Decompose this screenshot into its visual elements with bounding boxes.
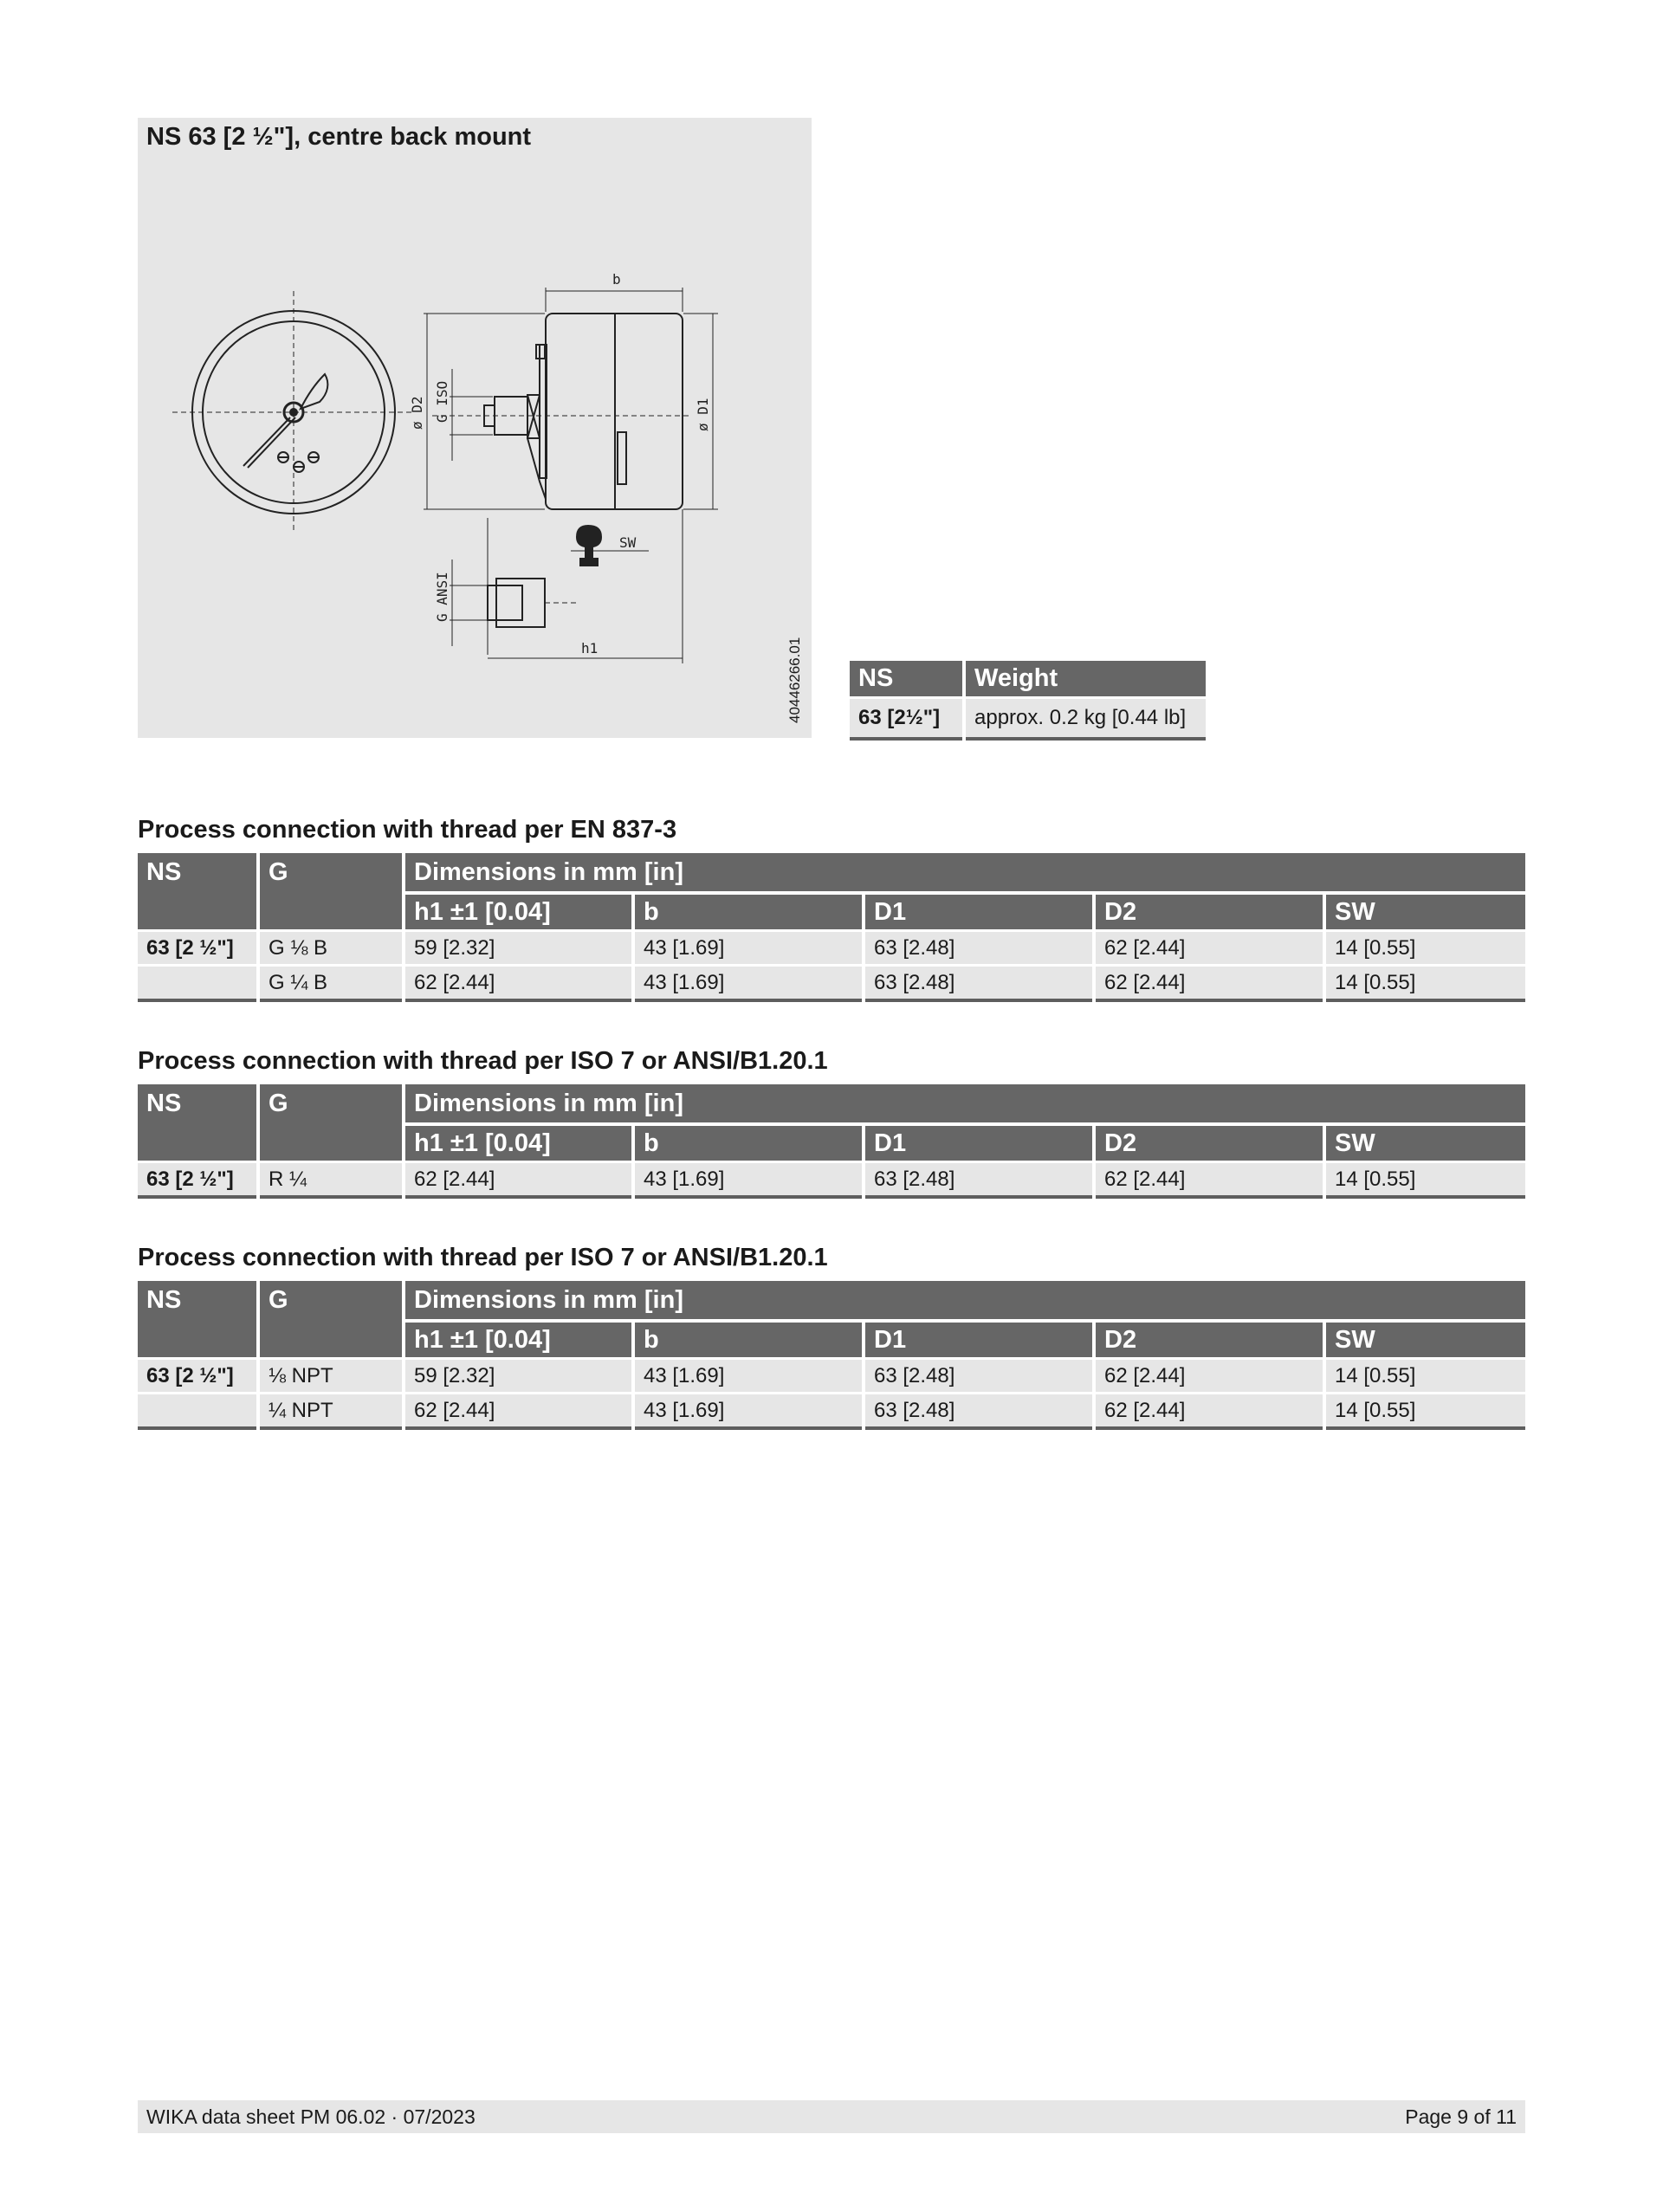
subheader-b: b <box>633 893 864 931</box>
header-ns: NS <box>138 853 258 931</box>
cell-sw: 14 [0.55] <box>1324 966 1525 1001</box>
dimension-table-iso7-r <box>138 1084 1525 1199</box>
label-g-iso: G ISO <box>434 380 450 423</box>
subheader-d2: D2 <box>1094 893 1324 931</box>
header-dimensions: Dimensions in mm [in] <box>414 858 683 886</box>
subheader-b: b <box>633 1321 864 1359</box>
cell-b: 43 [1.69] <box>633 1359 864 1394</box>
cell-b: 43 [1.69] <box>633 1162 864 1198</box>
label-b: b <box>612 271 621 288</box>
subheader-sw: SW <box>1324 893 1525 931</box>
page-footer <box>138 2100 1525 2133</box>
cell-g: G ¼ B <box>258 966 404 1001</box>
cell-d2: 62 [2.44] <box>1094 966 1324 1001</box>
header-g: G <box>258 853 404 931</box>
subheader-h1: h1 ±1 [0.04] <box>404 1321 633 1359</box>
cell-g: ¼ NPT <box>258 1394 404 1429</box>
cell-ns <box>138 966 258 1001</box>
cell-ns: 63 [2 ½"] <box>138 1359 258 1394</box>
label-d2: ø D2 <box>409 396 425 430</box>
table-row <box>138 1162 1525 1198</box>
label-d1: ø D1 <box>695 398 711 431</box>
gauge-side-view <box>432 314 692 509</box>
weight-ns-cell: 63 [2½"] <box>850 698 964 740</box>
cell-sw: 14 [0.55] <box>1324 1394 1525 1429</box>
cell-b: 43 [1.69] <box>633 1394 864 1429</box>
table-1-title: Process connection with thread per EN 837-3 <box>138 816 677 844</box>
table-row <box>138 1394 1525 1429</box>
subheader-h1: h1 ±1 [0.04] <box>404 893 633 931</box>
subheader-d1: D1 <box>864 893 1094 931</box>
table-2-title: Process connection with thread per ISO 7 or ANSI/B1.20.1 <box>138 1047 828 1075</box>
cell-d1: 63 [2.48] <box>864 1394 1094 1429</box>
cell-h1: 62 [2.44] <box>404 966 633 1001</box>
dimension-drawing-panel <box>138 118 812 738</box>
cell-d1: 63 [2.48] <box>864 931 1094 966</box>
label-sw: SW <box>619 534 637 551</box>
weight-table <box>850 661 1209 741</box>
cell-sw: 14 [0.55] <box>1324 931 1525 966</box>
table-3-title: Process connection with thread per ISO 7 or ANSI/B1.20.1 <box>138 1244 828 1271</box>
subheader-sw: SW <box>1324 1124 1525 1162</box>
subheader-d1: D1 <box>864 1321 1094 1359</box>
cell-h1: 59 [2.32] <box>404 1359 633 1394</box>
subheader-b: b <box>633 1124 864 1162</box>
gauge-dimension-drawing <box>138 118 812 738</box>
weight-header-weight: Weight <box>964 661 1207 698</box>
cell-b: 43 [1.69] <box>633 966 864 1001</box>
label-g-ansi: G ANSI <box>434 572 450 622</box>
weight-header-ns: NS <box>850 661 964 698</box>
gauge-front-view <box>172 291 415 534</box>
cell-d2: 62 [2.44] <box>1094 1162 1324 1198</box>
footer-page-number: Page 9 of 11 <box>1405 2105 1517 2128</box>
drawing-title: NS 63 [2 ½"], centre back mount <box>146 123 532 151</box>
cell-d1: 63 [2.48] <box>864 966 1094 1001</box>
header-ns: NS <box>138 1281 258 1359</box>
cell-g: ⅛ NPT <box>258 1359 404 1394</box>
cell-b: 43 [1.69] <box>633 931 864 966</box>
cell-d1: 63 [2.48] <box>864 1359 1094 1394</box>
dimension-table-en837 <box>138 853 1525 1002</box>
cell-h1: 62 [2.44] <box>404 1394 633 1429</box>
cell-ns <box>138 1394 258 1429</box>
drawing-number: 40446266.01 <box>786 637 803 723</box>
cell-h1: 59 [2.32] <box>404 931 633 966</box>
header-ns: NS <box>138 1084 258 1162</box>
subheader-h1: h1 ±1 [0.04] <box>404 1124 633 1162</box>
footer-document-id: WIKA data sheet PM 06.02 · 07/2023 <box>146 2105 476 2128</box>
cell-d1: 63 [2.48] <box>864 1162 1094 1198</box>
cell-d2: 62 [2.44] <box>1094 931 1324 966</box>
cell-g: R ¼ <box>258 1162 404 1198</box>
cell-g: G ⅛ B <box>258 931 404 966</box>
label-h1: h1 <box>581 640 599 656</box>
header-g: G <box>258 1281 404 1359</box>
cell-sw: 14 [0.55] <box>1324 1359 1525 1394</box>
cell-ns: 63 [2 ½"] <box>138 931 258 966</box>
cell-sw: 14 [0.55] <box>1324 1162 1525 1198</box>
header-g: G <box>258 1084 404 1162</box>
table-row <box>138 931 1525 966</box>
subheader-d2: D2 <box>1094 1124 1324 1162</box>
dimension-table-npt <box>138 1281 1525 1430</box>
cell-ns: 63 [2 ½"] <box>138 1162 258 1198</box>
cell-d2: 62 [2.44] <box>1094 1394 1324 1429</box>
table-row <box>138 1359 1525 1394</box>
subheader-d2: D2 <box>1094 1321 1324 1359</box>
cell-d2: 62 [2.44] <box>1094 1359 1324 1394</box>
cell-h1: 62 [2.44] <box>404 1162 633 1198</box>
subheader-d1: D1 <box>864 1124 1094 1162</box>
weight-value-cell: approx. 0.2 kg [0.44 lb] <box>964 698 1207 740</box>
subheader-sw: SW <box>1324 1321 1525 1359</box>
header-dimensions: Dimensions in mm [in] <box>414 1286 683 1314</box>
header-dimensions: Dimensions in mm [in] <box>414 1090 683 1117</box>
table-row <box>138 966 1525 1001</box>
